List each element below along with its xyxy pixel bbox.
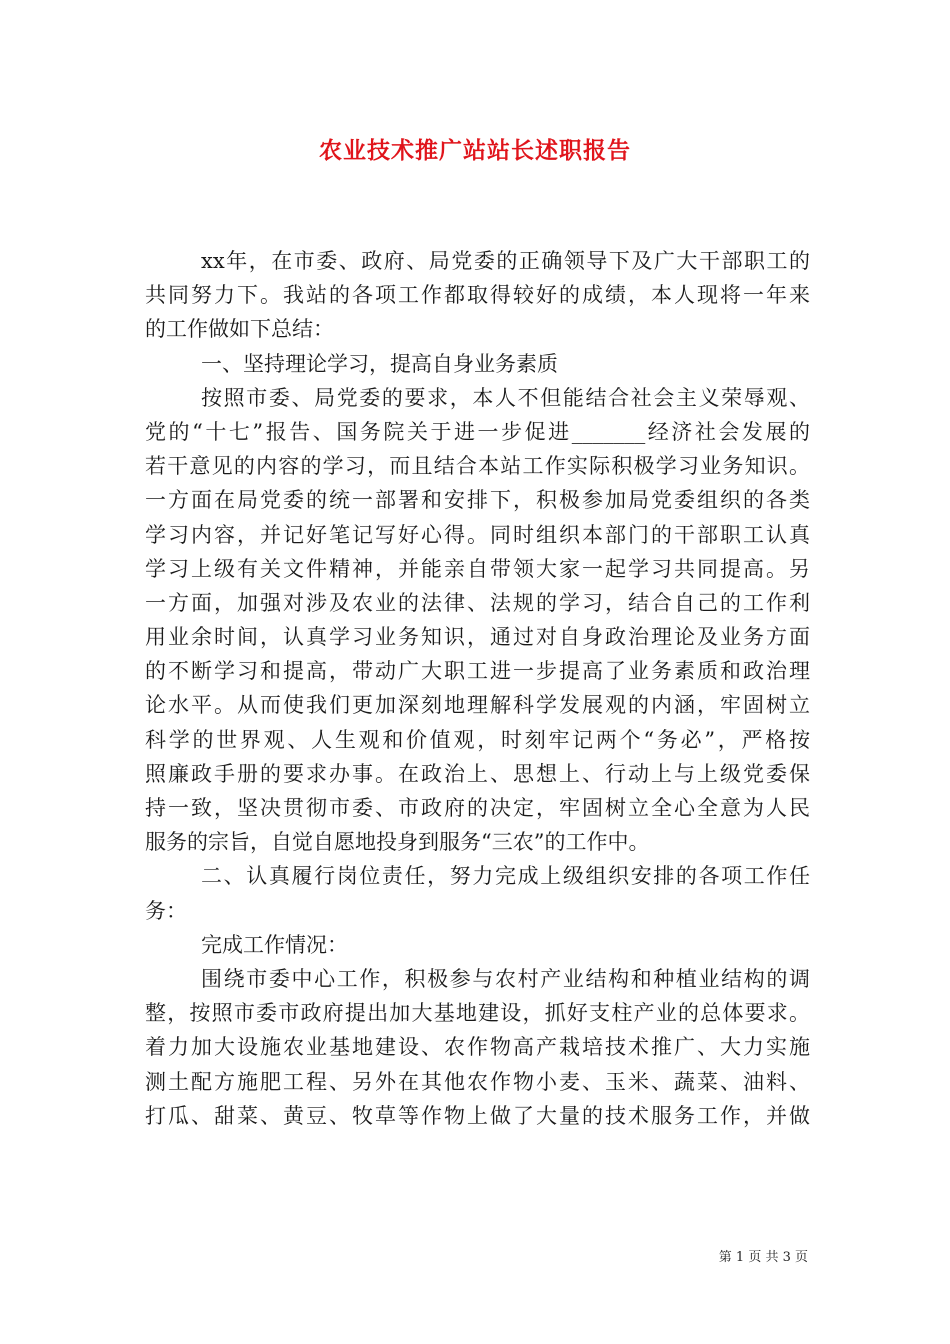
body-line: 测土配方施肥工程、另外在其他农作物小麦、玉米、蔬菜、油料、: [145, 1069, 810, 1094]
body-line: 围绕市委中心工作，积极参与农村产业结构和种植业结构的调: [201, 966, 810, 991]
body-line: 的不断学习和提高，带动广大职工进一步提高了业务素质和政治理: [145, 659, 810, 684]
body-line: 一方面，加强对涉及农业的法律、法规的学习，结合自己的工作利: [145, 590, 810, 615]
body-line: 持一致，坚决贯彻市委、市政府的决定，牢固树立全心全意为人民: [145, 796, 810, 820]
body-line: 二、认真履行岗位责任，努力完成上级组织安排的各项工作任: [201, 864, 810, 889]
body-line: 党的“十七”报告、国务院关于进一步促进_______经济社会发展的: [145, 419, 810, 444]
body-line: 一、坚持理论学习，提高自身业务素质: [201, 351, 558, 376]
body-line: 共同努力下。我站的各项工作都取得较好的成绩，本人现将一年来: [145, 283, 810, 308]
body-line: 完成工作情况：: [201, 932, 348, 957]
body-line: 科学的世界观、人生观和价值观，时刻牢记两个“务必”，严格按: [145, 727, 810, 752]
body-line: 着力加大设施农业基地建设、农作物高产栽培技术推广、大力实施: [145, 1035, 810, 1060]
body-line: 照廉政手册的要求办事。在政治上、思想上、行动上与上级党委保: [145, 761, 810, 786]
body-line: 服务的宗旨，自觉自愿地投身到服务“三农”的工作中。: [145, 830, 650, 855]
body-line: 论水平。从而使我们更加深刻地理解科学发展观的内涵，牢固树立: [145, 693, 810, 718]
body-line: xx年，在市委、政府、局党委的正确领导下及广大干部职工的: [201, 249, 810, 273]
page-number-footer: 第 1 页 共 3 页: [718, 1250, 808, 1265]
body-line: 若干意见的内容的学习，而且结合本站工作实际积极学习业务知识。: [145, 454, 810, 479]
body-line: 的工作做如下总结：: [145, 317, 334, 342]
document-body: [145, 244, 810, 1133]
body-line: 用业余时间，认真学习业务知识，通过对自身政治理论及业务方面: [145, 625, 810, 650]
body-line: 学习上级有关文件精神，并能亲自带领大家一起学习共同提高。另: [145, 556, 810, 581]
body-line: 务：: [145, 898, 187, 923]
body-line: 按照市委、局党委的要求，本人不但能结合社会主义荣辱观、: [201, 385, 810, 410]
body-line: 学习内容，并记好笔记写好心得。同时组织本部门的干部职工认真: [145, 522, 810, 547]
body-line: 一方面在局党委的统一部署和安排下，积极参加局党委组织的各类: [145, 488, 810, 513]
body-line: 整，按照市委市政府提出加大基地建设，抓好支柱产业的总体要求。: [145, 1001, 810, 1026]
document-title: 农业技术推广站站长述职报告: [319, 137, 631, 164]
body-line: 打瓜、甜菜、黄豆、牧草等作物上做了大量的技术服务工作，并做: [145, 1103, 810, 1128]
